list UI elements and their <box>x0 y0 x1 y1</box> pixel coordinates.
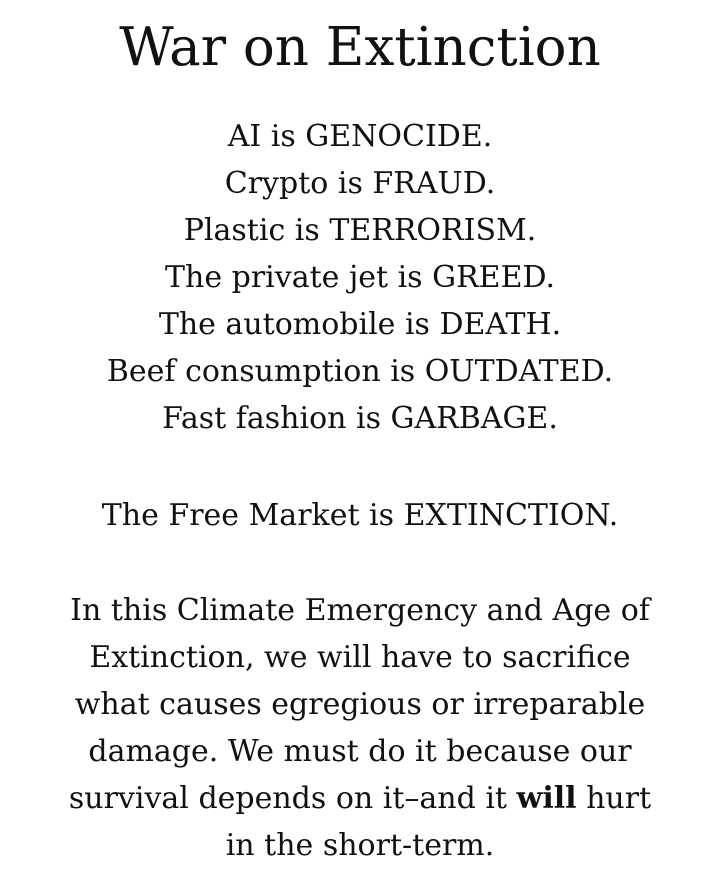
paragraph-line: damage. We must do it because our <box>88 734 632 769</box>
statement-list <box>0 113 720 442</box>
paragraph-line: In this Climate Emergency and Age of <box>70 593 650 628</box>
page-title: War on Extinction <box>119 17 601 78</box>
statement-item: The automobile is DEATH. <box>158 307 562 342</box>
statement-item: Beef consumption is OUTDATED. <box>106 354 614 389</box>
statement-item: Plastic is TERRORISM. <box>183 213 537 248</box>
statement-item: The private jet is GREED. <box>165 260 555 295</box>
body-paragraph <box>50 587 670 869</box>
emphasis-text: will <box>516 781 577 816</box>
paragraph-line: what causes egregious or irreparable <box>74 687 646 722</box>
paragraph-line <box>50 775 670 822</box>
statement-item: Fast fashion is GARBAGE. <box>162 401 558 436</box>
paragraph-line: in the short-term. <box>225 828 495 863</box>
statement-item: AI is GENOCIDE. <box>227 119 493 154</box>
conclusion-statement: The Free Market is EXTINCTION. <box>101 498 619 533</box>
paragraph-text: hurt <box>576 781 652 816</box>
statement-item: Crypto is FRAUD. <box>224 166 496 201</box>
paragraph-text: survival depends on it–and it <box>68 781 517 816</box>
paragraph-line: Extinction, we will have to sacrifice <box>89 640 631 675</box>
